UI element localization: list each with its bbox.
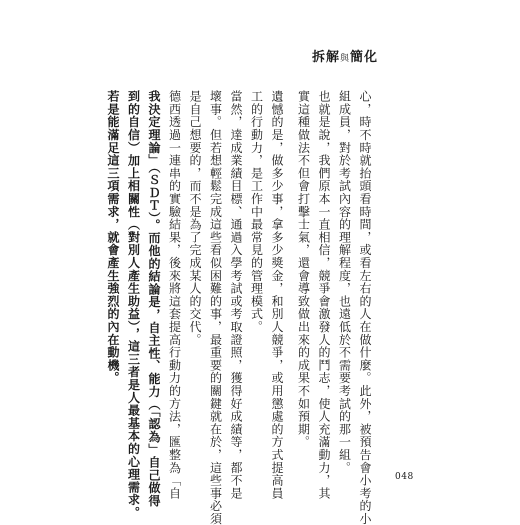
- text-column: 也就是說，我們原本一直相信，競爭會激發人的鬥志，使人充滿動力，其: [317, 90, 331, 500]
- body-text: [103, 90, 376, 525]
- text-column: 工的行動力，是工作中最常見的管理模式。: [249, 90, 264, 334]
- text-column-bold: 若是能滿足這三項需求，就會產生強烈的內在動機。: [106, 90, 120, 385]
- text-column-bold: 我決定理論」（ＳＤＴ）。而他的結論是，自主性、能力（「認為」自己做得: [147, 90, 161, 508]
- text-column: 組成員，對於考試內容的理解程度，也遠低於不需要考試的那一組。: [337, 90, 352, 474]
- running-head-tail: 簡化: [350, 50, 379, 65]
- text-column: 是自己想要的，而不是為了完成某人的交代。: [188, 90, 202, 346]
- text-column: 德西透過一連串的實驗結果，後來將這套提高行動力的方法，匯整為「自: [167, 90, 182, 500]
- text-column: 壞事。但若想輕鬆完成這些看似困難的事，最重要的關鍵就在於，這些事必須: [208, 90, 223, 525]
- text-column: 當然，達成業績目標、通過入學考試或考取證照，獲得好成績等，都不是: [229, 90, 243, 500]
- page-number: 048: [395, 472, 414, 482]
- text-column: 實這種做法不但會打擊士氣，還會導致做出來的成果不如預期。: [296, 90, 311, 449]
- text-column-bold: 到的自信）加上相關性（對別人產生助益），這三者是人最基本的心理需求。: [126, 90, 141, 520]
- running-head-main: 拆解: [312, 50, 341, 65]
- running-head: [312, 46, 378, 65]
- text-column: 遺憾的是，做多少事，拿多少獎金，和別人競爭，或用懲處的方式提高員: [270, 90, 284, 500]
- running-head-small: 與: [340, 54, 351, 64]
- text-column: 心，時不時就抬頭看時間，或看左右的人在做什麼。此外，被預告會小考的小: [358, 90, 372, 525]
